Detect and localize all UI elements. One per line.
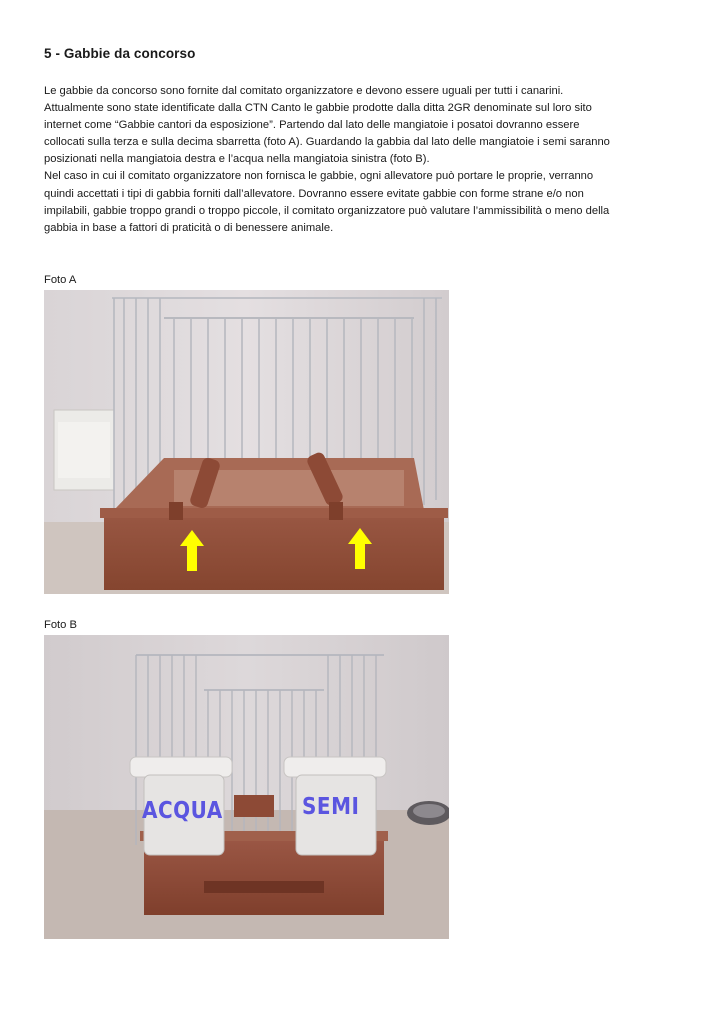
photo-foto-b <box>44 635 449 939</box>
caption-foto-a: Foto A <box>44 274 77 286</box>
paragraph-line: quindi accettati i tipi di gabbia forniti dall’allevatore. Dovranno essere evitate gabbie con forme strane e/o non <box>44 187 584 200</box>
section-heading: 5 - Gabbie da concorso <box>44 46 196 61</box>
paragraph-line: internet come “Gabbie cantori da esposizione”. Partendo dal lato delle mangiatoie i posatoi dovranno essere <box>44 119 580 132</box>
paragraph-line: posizionati nella mangiatoia destra e l’acqua nella mangiatoia sinistra (foto B). <box>44 153 430 166</box>
paragraph-line: gabbia in base a fattori di praticità o di benessere animale. <box>44 221 334 234</box>
paragraph-line: Le gabbie da concorso sono fornite dal comitato organizzatore e devono essere uguali per tutti i canarini. <box>44 85 564 97</box>
caption-foto-b: Foto B <box>44 619 77 631</box>
body-paragraph <box>44 83 704 237</box>
paragraph-line: Nel caso in cui il comitato organizzatore non fornisca le gabbie, ogni allevatore può portare le proprie, verranno <box>44 170 594 183</box>
paragraph-line: collocati sulla terza e sulla decima sbarretta (foto A). Guardando la gabbia dal lato delle mangiatoie i semi saranno <box>44 136 610 149</box>
label-semi: SEMI <box>302 792 360 820</box>
photo-foto-a <box>44 290 449 594</box>
paragraph-line: Attualmente sono state identificate dalla CTN Canto le gabbie prodotte dalla ditta 2GR denominate sul loro sito <box>44 102 592 115</box>
label-acqua: ACQUA <box>142 796 223 824</box>
paragraph-line: impilabili, gabbie troppo grandi o troppo piccole, il comitato organizzatore può valutare l’ammissibilità o meno della <box>44 204 610 217</box>
